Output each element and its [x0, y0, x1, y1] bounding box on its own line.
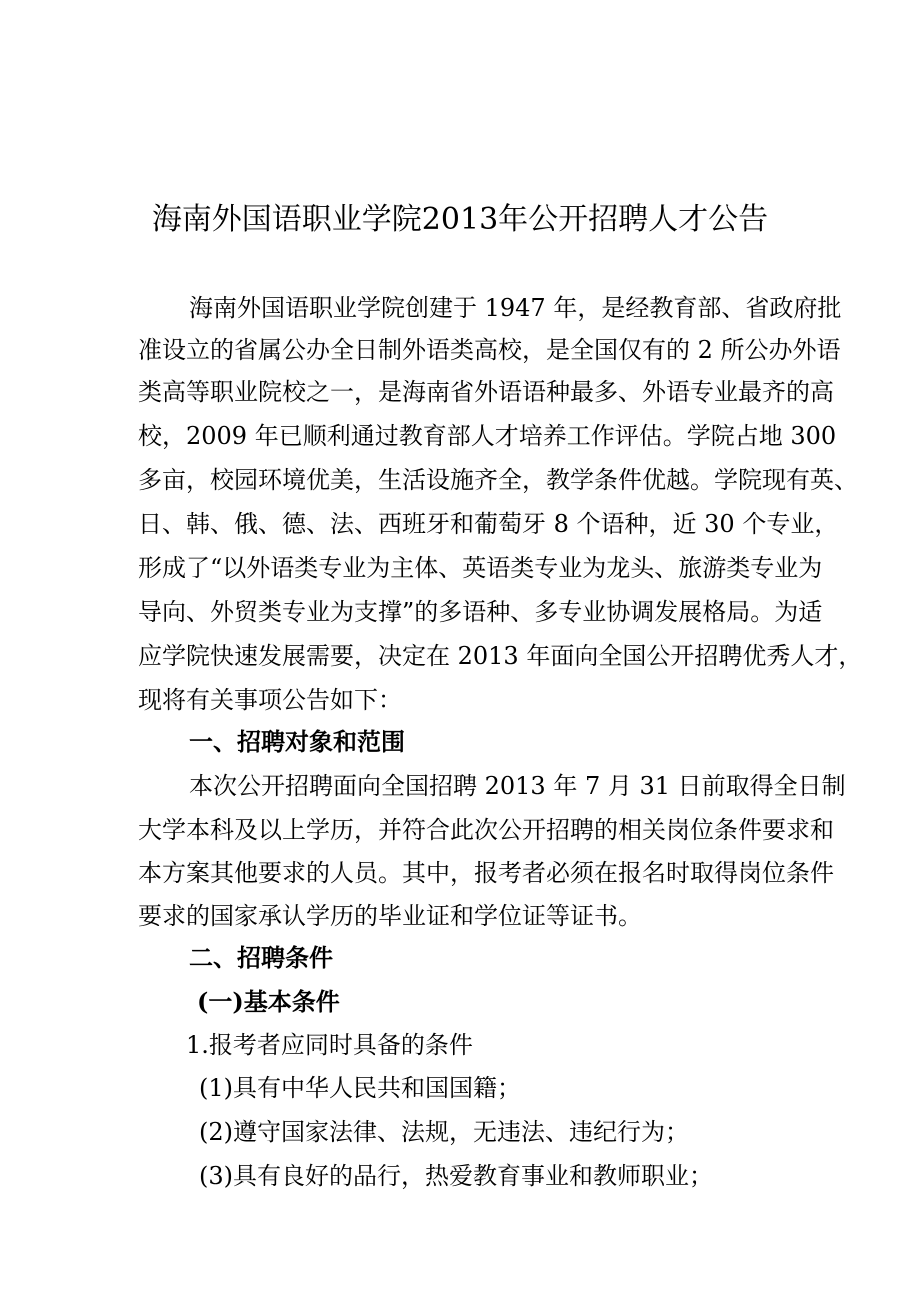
document-title: 海南外国语职业学院2013年公开招聘人才公告 [151, 202, 769, 237]
section-heading-recruitment-conditions: 二、招聘条件 [189, 943, 333, 972]
item-1: 1.报考者应同时具备的条件 [186, 1031, 473, 1059]
section1-line-3: 本方案其他要求的人员。其中，报考者必须在报名时取得岗位条件 [138, 859, 834, 887]
sub-item-3: (3)具有良好的品行，热爱教育事业和教师职业； [199, 1162, 713, 1190]
intro-line-10: 现将有关事项公告如下： [138, 686, 402, 714]
intro-line-1: 海南外国语职业学院创建于 1947 年，是经教育部、省政府批 [189, 294, 842, 322]
sub-item-2: (2)遵守国家法律、法规，无违法、违纪行为； [199, 1118, 689, 1146]
subsection-heading-basic-conditions: (一)基本条件 [197, 987, 340, 1016]
section-heading-recruitment-scope: 一、招聘对象和范围 [189, 727, 405, 756]
intro-line-2: 准设立的省属公办全日制外语类高校，是全国仅有的 2 所公办外语 [138, 336, 841, 364]
intro-line-3: 类高等职业院校之一，是海南省外语语种最多、外语专业最齐的高 [138, 378, 834, 406]
intro-line-6: 日、韩、俄、德、法、西班牙和葡萄牙 8 个语种，近 30 个专业， [138, 510, 839, 538]
intro-line-4: 校，2009 年已顺利通过教育部人才培养工作评估。学院占地 300 [138, 422, 837, 450]
section1-line-4: 要求的国家承认学历的毕业证和学位证等证书。 [138, 902, 642, 930]
section1-line-1: 本次公开招聘面向全国招聘 2013 年 7 月 31 日前取得全日制 [189, 772, 846, 800]
intro-line-8: 导向、外贸类专业为支撑”的多语种、多专业协调发展格局。为适 [138, 598, 823, 626]
sub-item-1: (1)具有中华人民共和国国籍； [199, 1074, 521, 1102]
intro-line-5: 多亩，校园环境优美，生活设施齐全，教学条件优越。学院现有英、 [138, 466, 858, 494]
intro-line-7: 形成了“以外语类专业为主体、英语类专业为龙头、旅游类专业为 [138, 554, 823, 582]
intro-line-9: 应学院快速发展需要，决定在 2013 年面向全国公开招聘优秀人才， [138, 642, 863, 670]
section1-line-2: 大学本科及以上学历，并符合此次公开招聘的相关岗位条件要求和 [138, 816, 834, 844]
